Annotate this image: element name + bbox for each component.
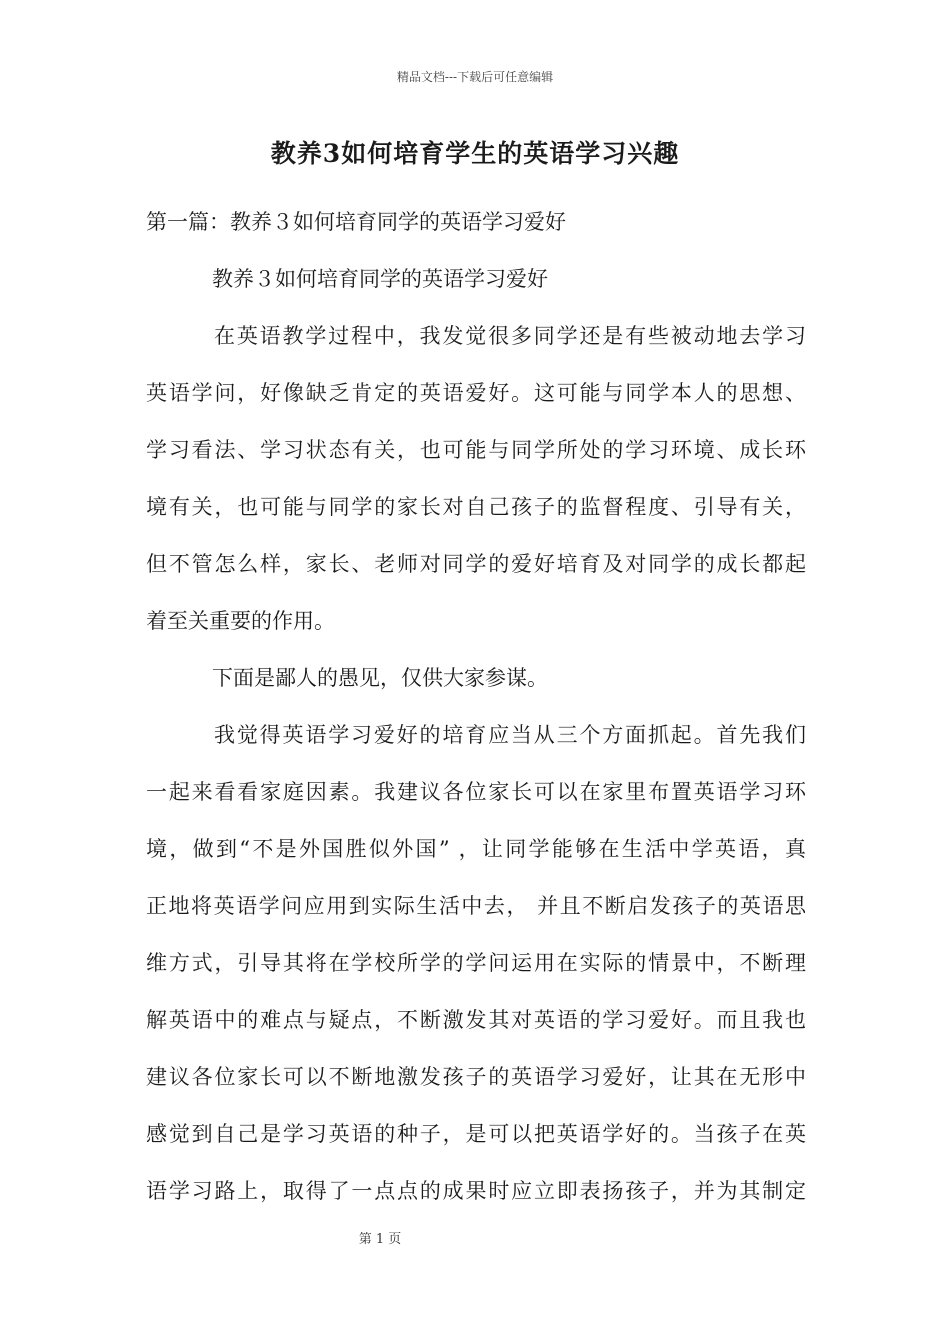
header-note: 精品文档---下载后可任意编辑 — [396, 70, 554, 84]
subsection-heading: 教养３如何培育同学的英语学习爱好 — [212, 267, 548, 291]
paragraph-line: 我觉得英语学习爱好的培育应当从三个方面抓起。首先我们 — [214, 723, 806, 747]
paragraph-line: 维方式，引导其将在学校所学的学问运用在实际的情景中，不断理 — [146, 951, 806, 975]
paragraph-line: 一起来看看家庭因素。我建议各位家长可以在家里布置英语学习环 — [146, 780, 806, 804]
paragraph-line: 境，做到“不是外国胜似外国” ，让同学能够在生活中学英语，真 — [146, 837, 806, 861]
paragraph-line: 语学习路上，取得了一点点的成果时应立即表扬孩子，并为其制定 — [146, 1179, 806, 1203]
paragraph-line: 但不管怎么样，家长、老师对同学的爱好培育及对同学的成长都起 — [146, 552, 806, 576]
paragraph-line: 境有关，也可能与同学的家长对自己孩子的监督程度、引导有关， — [146, 495, 806, 519]
paragraph-line: 学习看法、学习状态有关，也可能与同学所处的学习环境、成长环 — [146, 438, 806, 462]
paragraph-line: 感觉到自己是学习英语的种子，是可以把英语学好的。当孩子在英 — [146, 1122, 806, 1146]
paragraph-line: 英语学问，好像缺乏肯定的英语爱好。这可能与同学本人的思想、 — [146, 381, 806, 405]
paragraph-line: 解英语中的难点与疑点，不断激发其对英语的学习爱好。而且我也 — [146, 1008, 806, 1032]
document-title: 教养3如何培育学生的英语学习兴趣 — [270, 139, 680, 168]
page-number: 第 1 页 — [358, 1232, 402, 1247]
paragraph-line: 着至关重要的作用。 — [146, 609, 335, 633]
section-heading: 第一篇：教养３如何培育同学的英语学习爱好 — [146, 210, 566, 234]
paragraph-line: 正地将英语学问应用到实际生活中去， 并且不断启发孩子的英语思 — [146, 894, 806, 918]
paragraph-line: 在英语教学过程中，我发觉很多同学还是有些被动地去学习 — [214, 324, 806, 348]
paragraph-line: 建议各位家长可以不断地激发孩子的英语学习爱好，让其在无形中 — [146, 1065, 806, 1089]
paragraph-line: 下面是鄙人的愚见，仅供大家参谋。 — [212, 666, 548, 690]
